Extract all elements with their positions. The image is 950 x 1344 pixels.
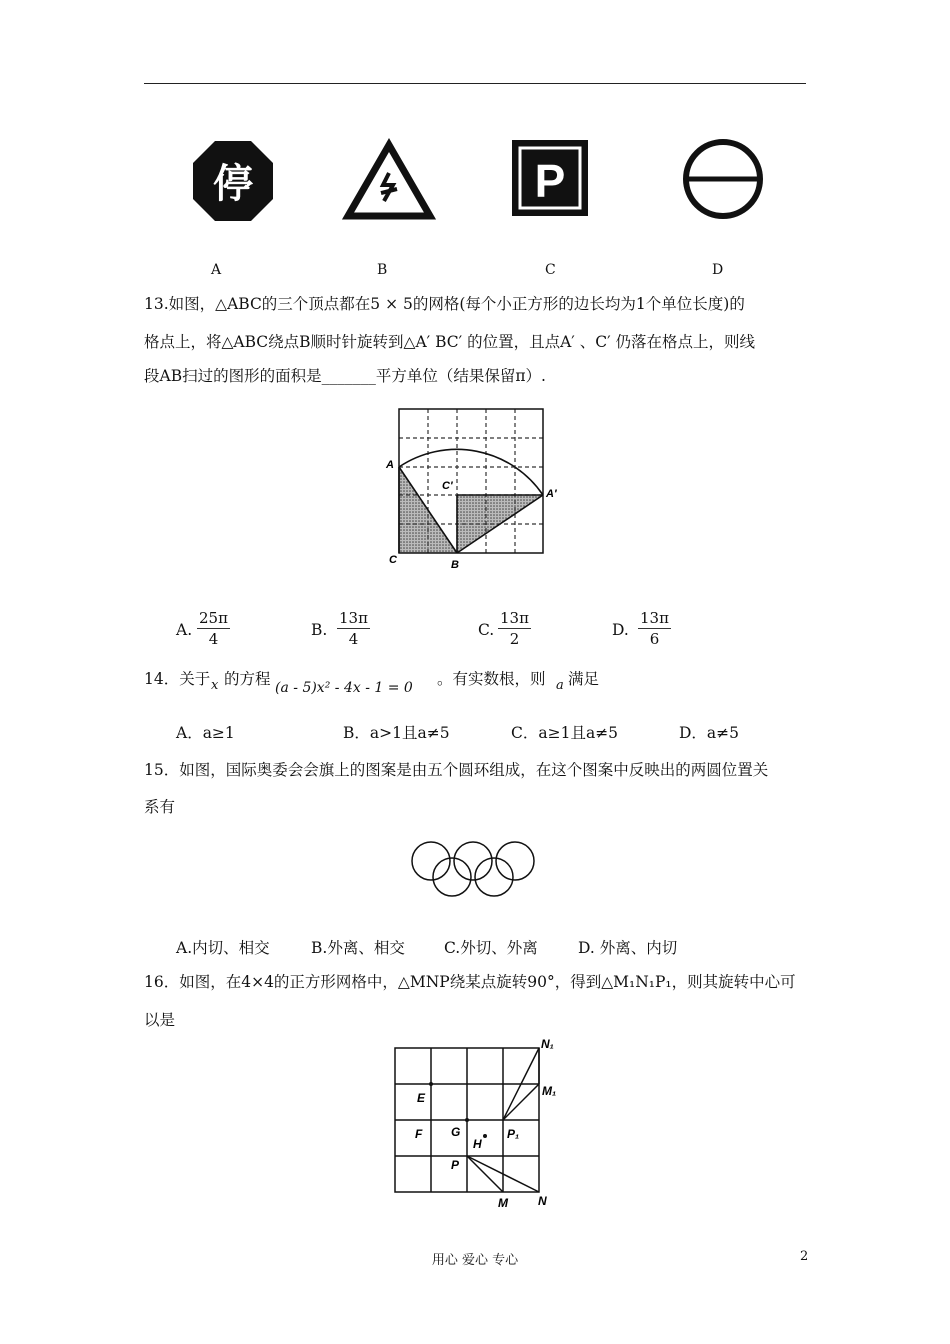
fig16-label-f: F	[415, 1127, 423, 1141]
q13-figure	[385, 400, 560, 575]
sign-a-char: 停	[213, 162, 253, 206]
sign-label-d: D	[712, 262, 724, 278]
q14-var-x: x	[211, 678, 219, 693]
q14-option-a: A．a≥1	[176, 724, 235, 742]
olympic-rings-icon	[405, 835, 545, 900]
fig16-label-h: H	[473, 1137, 482, 1151]
fig13-label-c1: C′	[442, 480, 453, 492]
stop-sign-icon	[193, 141, 273, 221]
q16-figure	[385, 1035, 570, 1215]
q13-option-a-frac: $\frac{25\pi}{4}$	[199, 609, 228, 648]
q14-equation: (a - 5)x² - 4x - 1 = 0	[275, 680, 413, 696]
q14-mid: 的方程	[224, 670, 271, 688]
q13-line3: 段AB扫过的图形的面积是_______平方单位（结果保留π）.	[144, 367, 546, 385]
fig16-label-e: E	[417, 1091, 426, 1105]
q13-option-b-frac: $\frac{13\pi}{4}$	[339, 609, 368, 648]
q13-option-c-frac: $\frac{13\pi}{2}$	[500, 609, 529, 648]
sign-label-a: A	[211, 262, 222, 278]
q14-prefix: 14．关于	[144, 670, 211, 688]
fig16-label-n1: N₁	[541, 1037, 554, 1051]
q13-option-d-letter: D.	[612, 621, 629, 639]
page-number: 2	[800, 1249, 809, 1264]
header-rule	[144, 83, 806, 84]
q15-option-a: A.内切、相交	[176, 939, 270, 957]
q16-line2: 以是	[144, 1011, 176, 1029]
q13-option-a-letter: A.	[176, 621, 193, 639]
fig16-label-p: P	[451, 1158, 460, 1172]
q12-signs	[185, 135, 785, 225]
fig16-label-g: G	[451, 1125, 461, 1139]
fig16-label-m1: M₁	[542, 1084, 557, 1098]
q15-option-c: C.外切、外离	[444, 939, 538, 957]
fig16-label-m: M	[498, 1196, 508, 1210]
q14-option-d: D．a≠5	[679, 724, 740, 742]
q14-option-c: C．a≥1且a≠5	[511, 724, 619, 742]
q13-line1: 13.如图，△ABC的三个顶点都在5 × 5的网格(每个小正方形的边长均为1个单位长度)的	[144, 295, 745, 313]
q13-line2: 格点上，将△ABC绕点B顺时针旋转到△A′ BC′ 的位置，且点A′ 、C′ 仍落在格点上，则线	[144, 333, 756, 351]
q13-option-d-frac: $\frac{13\pi}{6}$	[640, 609, 669, 648]
warning-triangle-icon	[348, 145, 430, 216]
fig13-label-b: B	[451, 559, 459, 571]
fig13-label-a1: A′	[546, 488, 557, 500]
sign-label-b: B	[377, 262, 388, 278]
fig16-label-n: N	[538, 1194, 547, 1208]
fig13-label-a: A	[386, 459, 394, 471]
sign-c-char: P	[534, 155, 566, 207]
q15-option-b: B.外离、相交	[311, 939, 405, 957]
q14-suffix: 。有实数根，则	[437, 670, 546, 688]
q14-option-b: B．a>1且a≠5	[343, 724, 450, 742]
q13-option-b-letter: B.	[311, 621, 328, 639]
sign-label-c: C	[545, 262, 556, 278]
parking-sign-icon	[512, 140, 588, 216]
fig16-label-p1: P₁	[507, 1127, 520, 1141]
q16-line1: 16．如图，在4×4的正方形网格中，△MNP绕某点旋转90°，得到△M₁N₁P₁，则其旋转中心可	[144, 973, 796, 991]
q14-end: 满足	[568, 670, 600, 688]
q15-line2: 系有	[144, 798, 176, 816]
q15-line1: 15．如图，国际奥委会会旗上的图案是由五个圆环组成，在这个图案中反映出的两圆位置关	[144, 761, 769, 779]
fig13-label-c: C	[389, 554, 397, 566]
no-entry-circle-icon	[686, 142, 760, 216]
page-footer: 用心 爱心 专心	[431, 1253, 519, 1268]
q14-var-a: a	[556, 678, 564, 693]
q15-option-d: D. 外离、内切	[578, 939, 678, 957]
q13-option-c-letter: C.	[478, 621, 495, 639]
